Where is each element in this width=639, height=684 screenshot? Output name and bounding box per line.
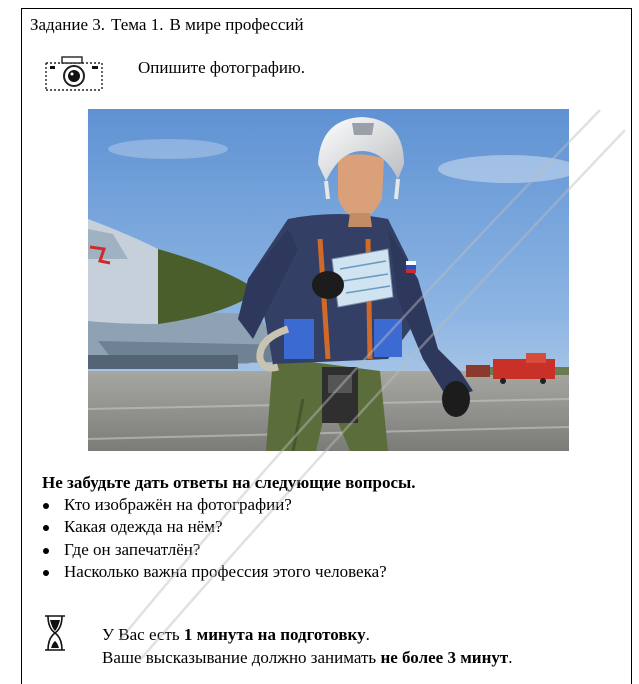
note-line-2: Ваше высказывание должно занимать не более 3 минут. bbox=[102, 648, 513, 667]
list-item: Кто изображён на фотографии? bbox=[40, 494, 387, 516]
pilot-photo bbox=[88, 109, 569, 451]
note-line-1: У Вас есть 1 минута на подготовку. bbox=[102, 625, 370, 644]
list-item: Где он запечатлён? bbox=[40, 539, 387, 561]
instruction-text: Опишите фотографию. bbox=[138, 58, 305, 77]
task-number: Задание 3. bbox=[30, 15, 105, 34]
theme-number: Тема 1. bbox=[111, 15, 164, 34]
camera-icon bbox=[44, 54, 104, 92]
time-note bbox=[102, 623, 512, 669]
topic-title: В мире профессий bbox=[169, 15, 304, 34]
questions-list bbox=[40, 494, 387, 583]
list-item: Какая одежда на нём? bbox=[40, 516, 387, 538]
list-item: Насколько важна профессия этого человека? bbox=[40, 561, 387, 583]
hourglass-icon bbox=[44, 614, 66, 652]
questions-title: Не забудьте дать ответы на следующие вопросы. bbox=[42, 473, 416, 492]
task-header bbox=[30, 14, 304, 36]
